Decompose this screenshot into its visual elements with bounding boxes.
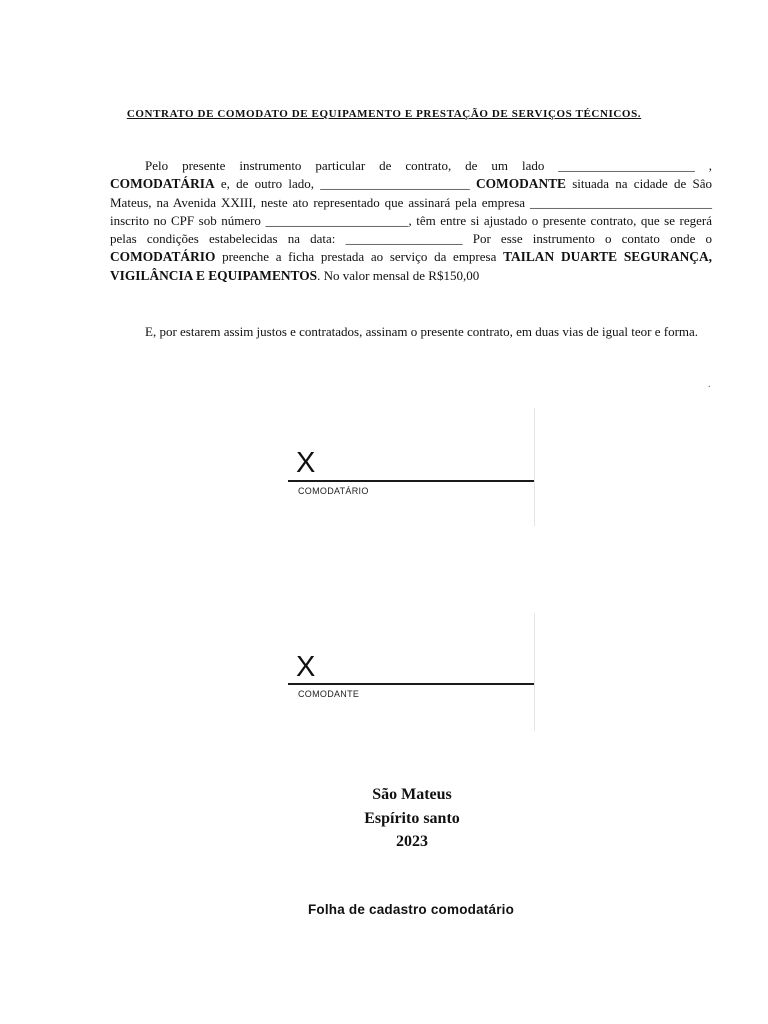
closing-text: E, por estarem assim justos e contratados, assinam o presente contrato, em duas vias de igual teor e forma. (145, 324, 699, 339)
signature-label: COMODATÁRIO (298, 486, 369, 496)
signature-x-mark: X (296, 447, 316, 479)
place-state: Espírito santo (364, 810, 460, 827)
comodataria-label: COMODATÁRIA (110, 176, 215, 192)
company-name: TAILAN DUARTE SEGURANÇA, VIGILÂNCIA E EQUIPAMENTOS (110, 249, 712, 283)
paragraph-text: Pelo presente instrumento particular de contrato, de um lado _____________________ , (145, 158, 712, 173)
signature-divider (534, 408, 535, 526)
signature-x-mark: X (296, 651, 316, 683)
signature-block-comodatario (288, 408, 536, 528)
stray-mark: . (708, 379, 711, 390)
paragraph-text: . No valor mensal de R$150,00 (317, 267, 480, 283)
paragraph-text: e, de outro lado, _______________________ (214, 176, 470, 192)
comodatario-label: COMODATÁRIO (110, 249, 216, 265)
signature-label: COMODANTE (298, 689, 360, 699)
signature-block-comodante (288, 613, 536, 733)
contract-paragraph-closing (110, 323, 712, 341)
signature-line (288, 683, 534, 685)
paragraph-text: situada na cidade de Sâo Mateus, na Avenida XXIII, neste ato representado que assinará pela empresa ____________________________ inscrito no CPF sob número ______________________, têm entre si ajustado o presente contrato, que se regerá pelas condições estabelecidas na data: __________________ Por esse instrumento o contato onde o (110, 176, 712, 247)
signature-line (288, 480, 534, 482)
signature-divider (534, 613, 535, 731)
place-year: 2023 (396, 833, 428, 850)
footer-title: Folha de cadastro comodatário (307, 902, 515, 917)
paragraph-text: preenche a ficha prestada ao serviço da empresa (215, 249, 504, 265)
contract-paragraph-parties (110, 157, 712, 285)
contract-title: CONTRATO DE COMODATO DE EQUIPAMENTO E PRESTAÇÃO DE SERVIÇOS TÉCNICOS. (126, 108, 642, 120)
comodante-label: COMODANTE (475, 176, 566, 192)
place-city: São Mateus (372, 786, 452, 803)
